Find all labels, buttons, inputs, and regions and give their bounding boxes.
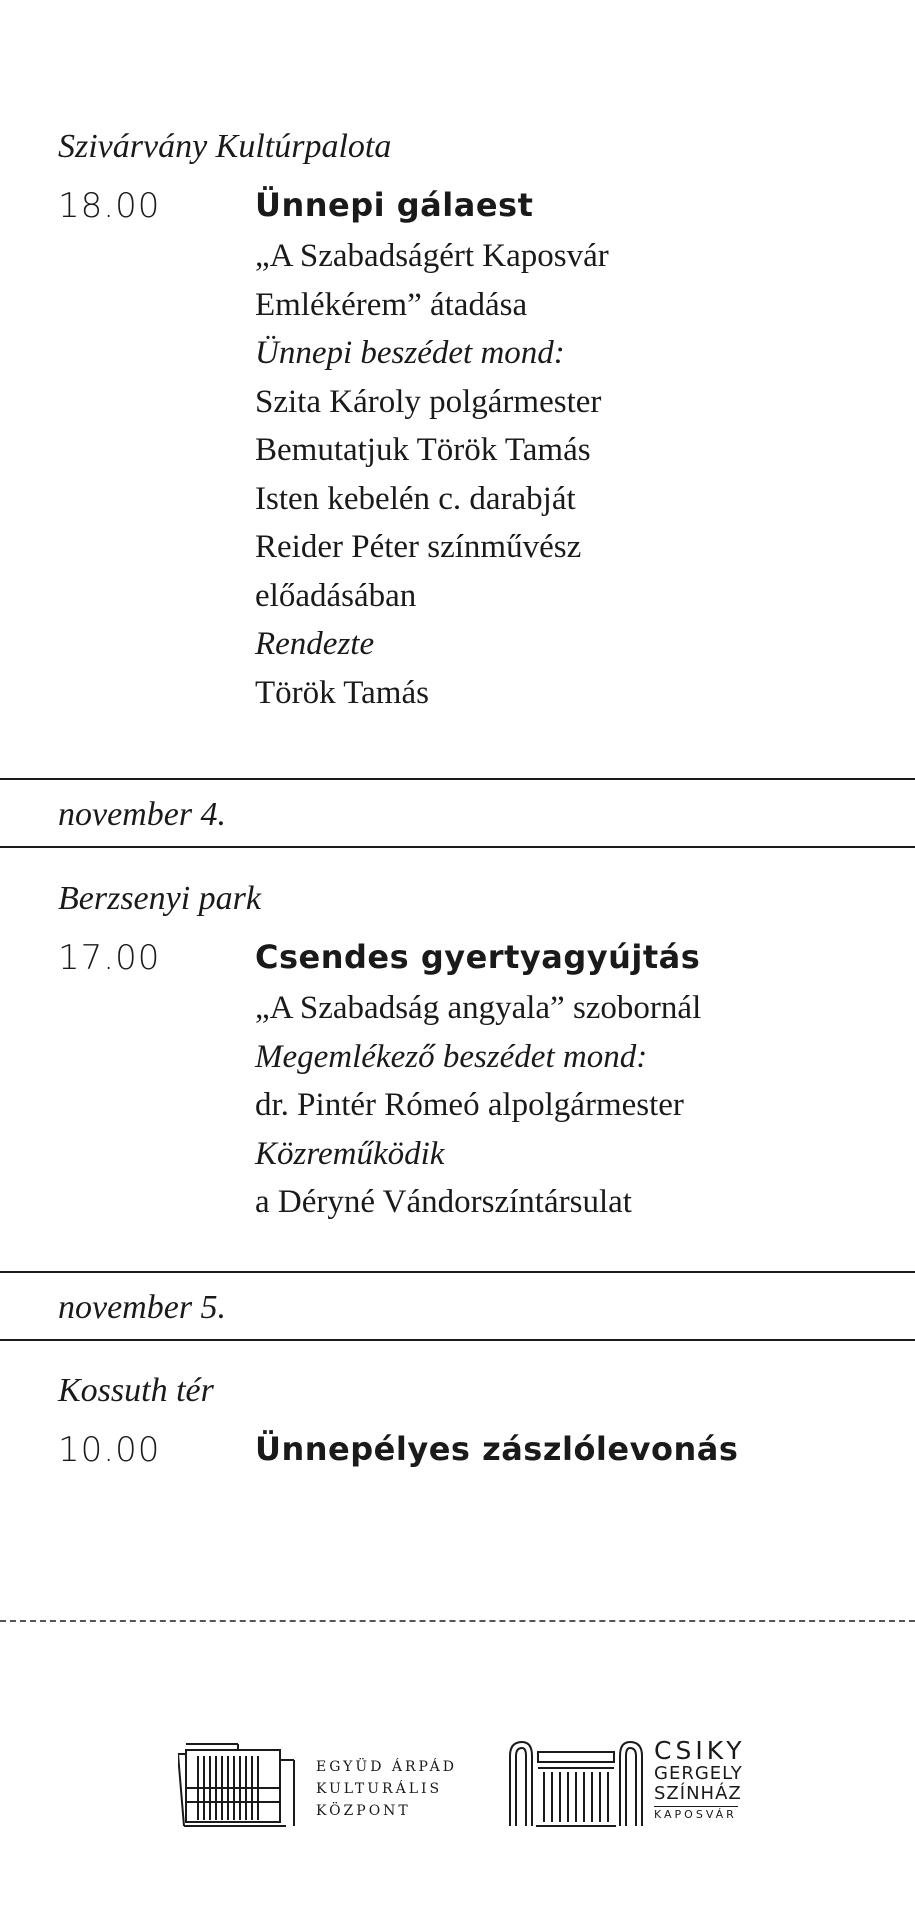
description-line: Közreműködik (255, 1135, 445, 1172)
csiky-gergely-logo-text (654, 1738, 745, 1823)
venue-label: Szivárvány Kultúrpalota (58, 128, 392, 165)
date-heading: november 4. (58, 796, 227, 833)
description-line: előadásában (255, 577, 417, 614)
event-description (255, 232, 609, 717)
description-line: Szita Károly polgármester (255, 383, 602, 420)
event-time: 17.00 (58, 938, 161, 978)
description-line: Ünnepi beszédet mond: (255, 335, 565, 371)
logo-line: CSIKY (654, 1736, 746, 1765)
description-line: Török Tamás (255, 674, 429, 711)
description-line: a Déryné Vándorszíntársulat (255, 1184, 632, 1220)
date-heading: november 5. (58, 1289, 227, 1326)
description-line: Bemutatjuk Török Tamás (255, 432, 591, 468)
description-line: Emlékérem” átadása (255, 286, 528, 323)
logo-line: KAPOSVÁR (654, 1808, 737, 1821)
logo-line: KÖZPONT (316, 1803, 411, 1819)
divider (0, 778, 915, 780)
logo-line: GERGELY (654, 1763, 743, 1784)
event-time: 10.00 (58, 1430, 161, 1470)
divider (0, 1339, 915, 1341)
logo-line: EGYÜD ÁRPÁD (316, 1759, 457, 1775)
description-line: dr. Pintér Rómeó alpolgármester (255, 1087, 684, 1123)
description-line: Megemlékező beszédet mond: (255, 1038, 648, 1075)
description-line: Rendezte (255, 626, 375, 662)
dashed-separator (0, 1620, 915, 1622)
event-title: Csendes gyertyagyújtás (255, 938, 701, 976)
event-title: Ünnepi gálaest (255, 186, 534, 224)
theatre-logo-icon (508, 1738, 644, 1830)
building-logo-icon (178, 1740, 296, 1828)
divider (0, 1271, 915, 1273)
description-line: Reider Péter színművész (255, 529, 582, 565)
event-time: 18.00 (58, 186, 161, 226)
event-description (255, 984, 701, 1227)
divider (0, 846, 915, 848)
description-line: Isten kebelén c. darabját (255, 480, 576, 517)
description-line: „A Szabadságért Kaposvár (255, 238, 609, 274)
venue-label: Kossuth tér (58, 1372, 214, 1409)
event-title: Ünnepélyes zászlólevonás (255, 1430, 739, 1468)
description-line: „A Szabadság angyala” szobornál (255, 990, 702, 1026)
venue-label: Berzsenyi park (58, 880, 262, 917)
kulturalis-kozpont-logo-text (316, 1756, 457, 1822)
logo-line: SZÍNHÁZ (654, 1783, 742, 1804)
logo-line: KULTURÁLIS (316, 1781, 443, 1797)
